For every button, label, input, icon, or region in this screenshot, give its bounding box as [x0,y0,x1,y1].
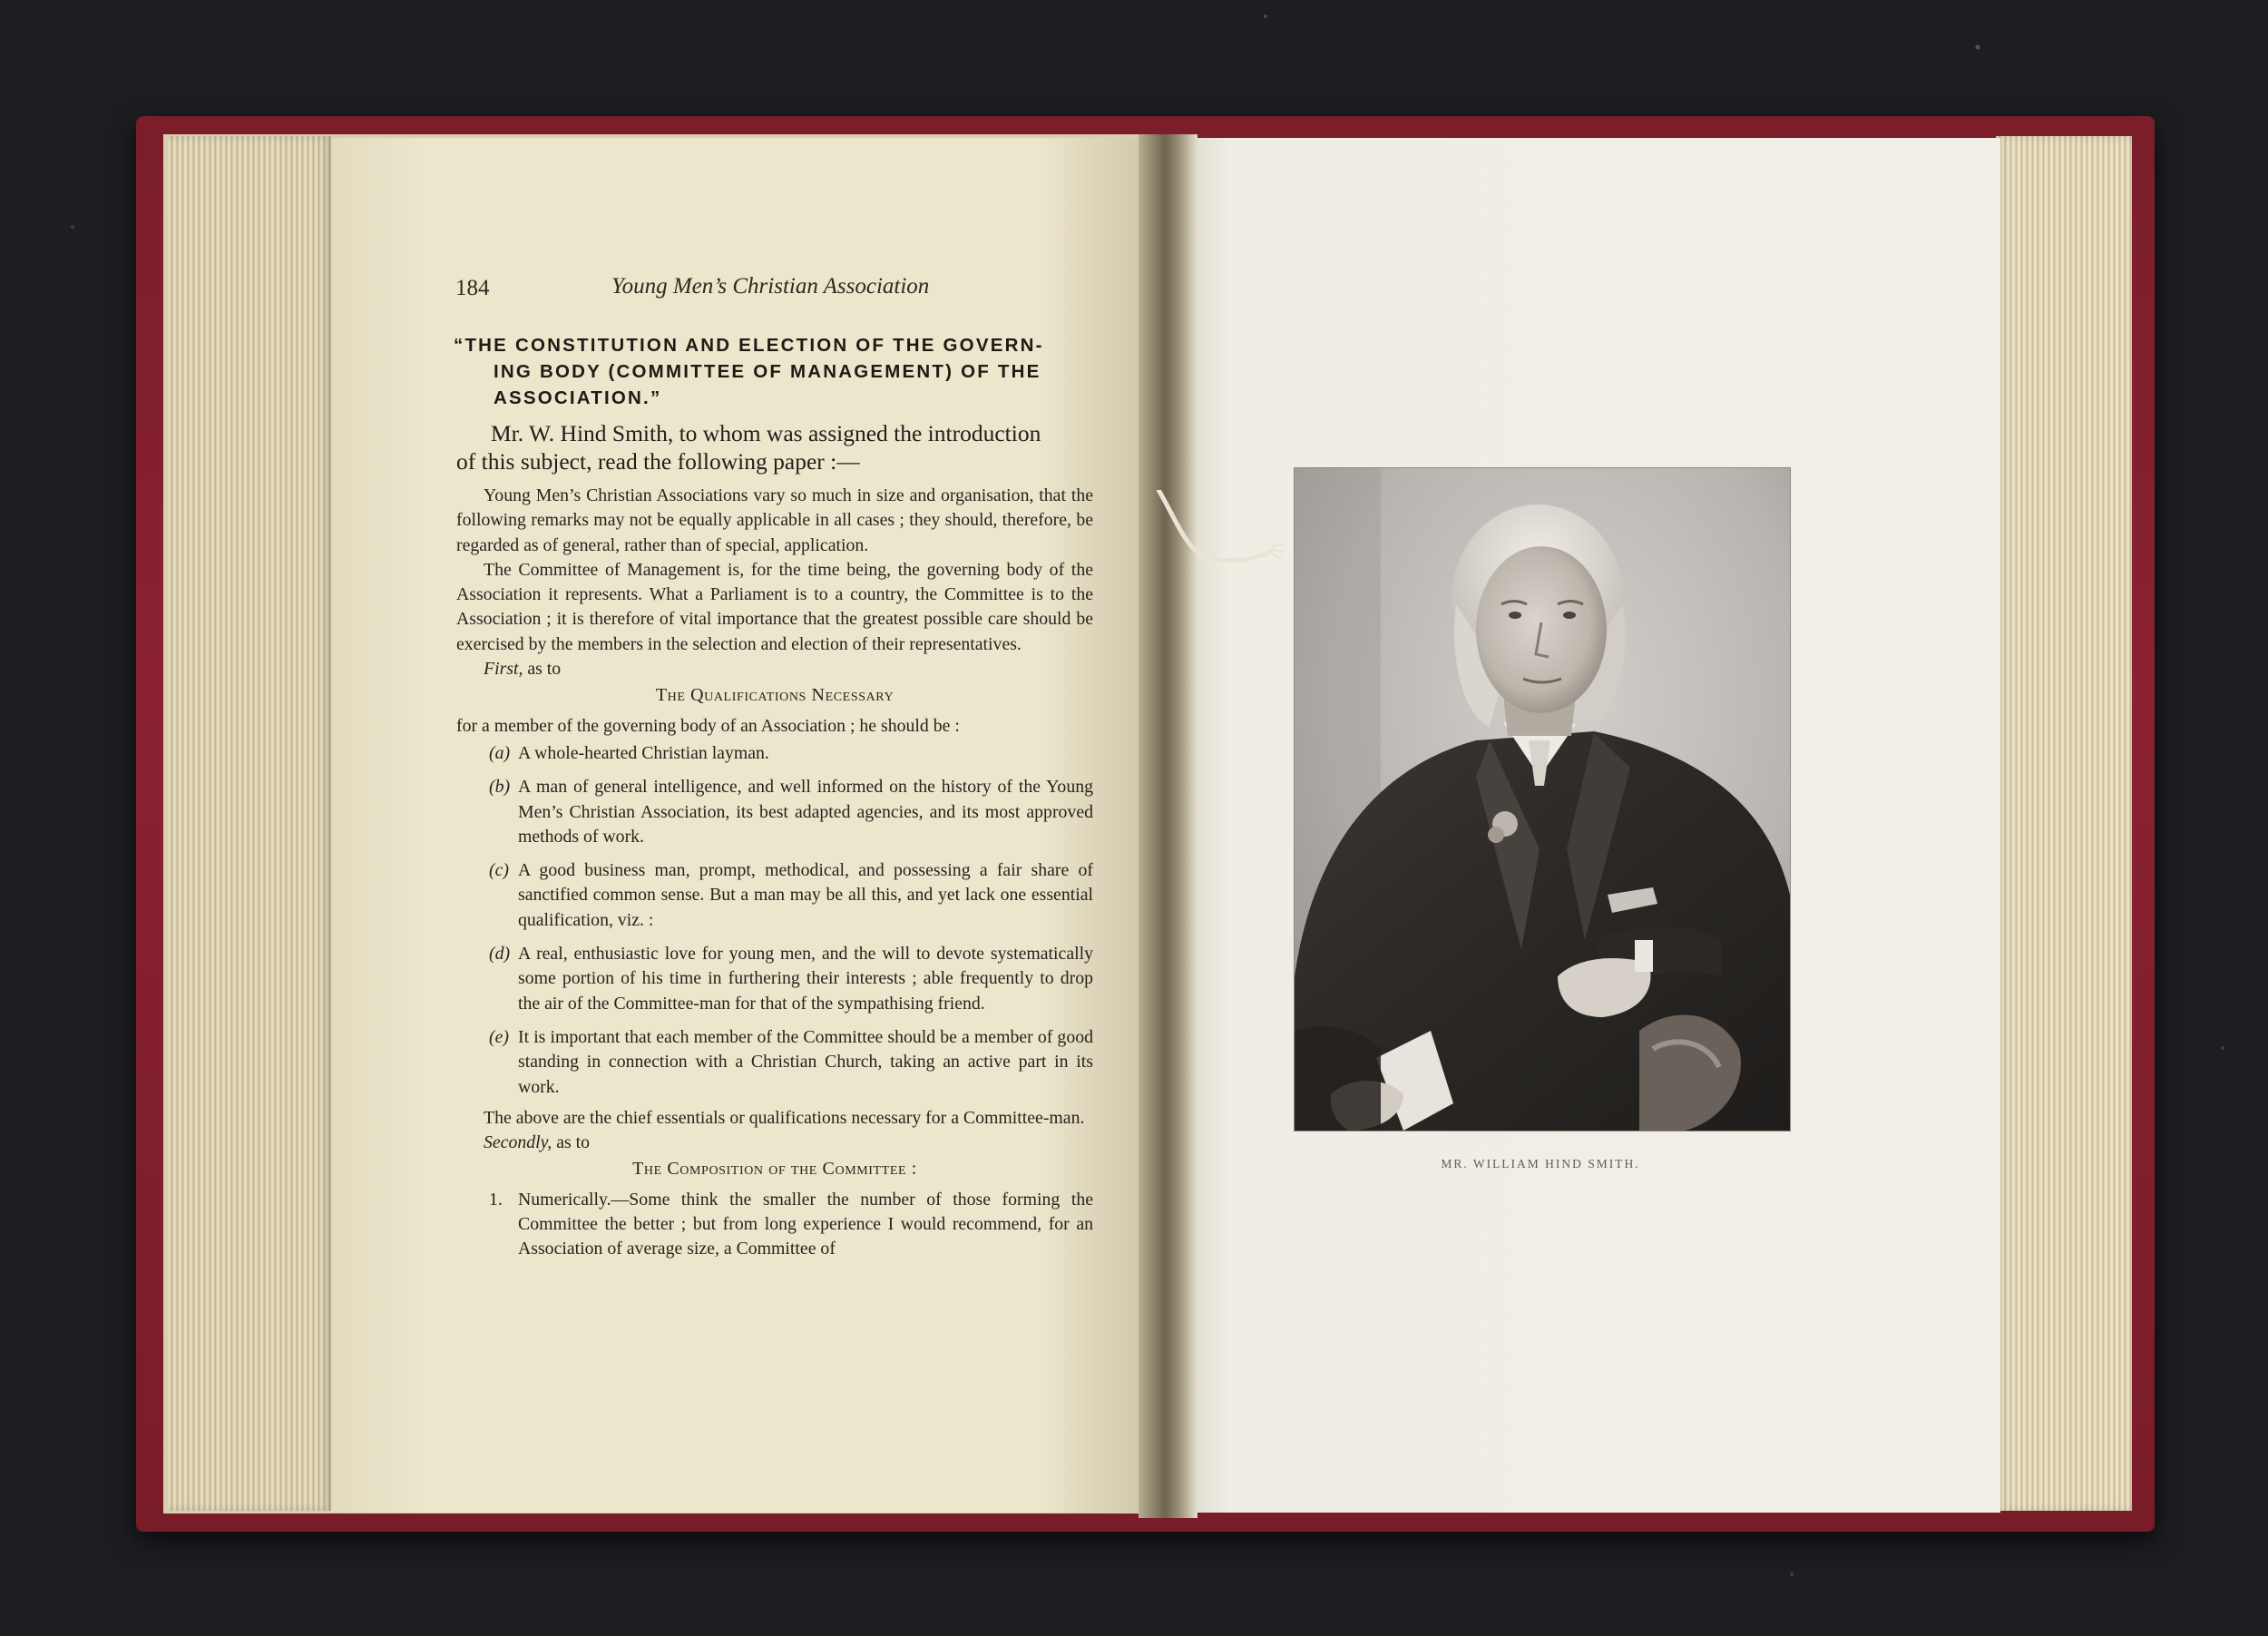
portrait-photo [1295,468,1790,1131]
numbered-item [456,1188,1093,1262]
paragraph: The above are the chief essentials or qualifications necessary for a Committee-man. [484,1107,1085,1128]
list-text: A real, enthusiastic love for young men, and the will to devote systematically some portion of his time in furthering their interests ; able frequently to drop the air of the Committee-man for that of the sympathising friend. [518,944,1093,1014]
left-page-edges [168,136,331,1511]
page-number: 184 [455,276,490,300]
heading-line: “THE CONSTITUTION AND ELECTION OF THE GOVERN- [454,335,1044,356]
body-text [456,484,1093,1262]
qualifications-intro: for a member of the governing body of an Association ; he should be : [456,715,960,736]
list-item [456,858,1093,933]
list-text: It is important that each member of the Committee should be a member of good standing in connection with a Christian Church, taking an active part in its work. [518,1026,1093,1097]
list-item [456,942,1093,1016]
list-item [456,1025,1093,1100]
book-gutter [1139,134,1198,1518]
composition-heading: The Composition of the Committee : [632,1159,917,1180]
list-label: (e) [489,1026,509,1047]
list-label: (a) [489,742,511,763]
right-page-edges [1996,136,2132,1511]
list-item [456,775,1093,849]
list-text: A man of general intelligence, and well informed on the history of the Young Men’s Christian Association, its best adapted agencies, and its most approved methods of work. [518,777,1093,847]
numbered-label: 1. [489,1189,503,1210]
list-text: A good business man, prompt, methodical, and possessing a fair share of sanctified common sense. But a man may be all this, and yet lack one essential qualification, viz. : [518,860,1093,930]
secondly-rest: as to [552,1132,591,1153]
lead-line: of this subject, read the following paper :— [456,448,860,475]
running-head [455,270,936,307]
list-text: A whole-hearted Christian layman. [518,742,769,763]
lead-line: Mr. W. Hind Smith, to whom was assigned the introduction [491,420,1041,446]
section-heading [454,332,1094,411]
heading-line: ASSOCIATION.” [494,387,662,408]
secondly-label: Secondly, [484,1132,552,1153]
secondly-as-to [456,1131,1093,1155]
paragraph: The Committee of Management is, for the time being, the governing body of the Association it represents. What a Parliament is to a country, the Committee is to the Association ; it is therefore of vital importance that the greatest possible care should be exercised by the members in the selection and election of their representatives. [456,559,1093,654]
qualifications-heading: The Qualifications Necessary [655,685,894,706]
paragraph: Young Men’s Christian Associations vary so much in size and organisation, that the following remarks may not be equally applicable in all cases ; they should, therefore, be regarded as of general, rather than of special, application. [456,485,1093,555]
lead-paragraph [456,419,1093,475]
list-label: (d) [489,944,511,965]
portrait-caption: MR. WILLIAM HIND SMITH. [1441,1157,1640,1171]
heading-line: ING BODY (COMMITTEE OF MANAGEMENT) OF THE [494,361,1041,382]
numbered-text: Numerically.—Some think the smaller the number of those forming the Committee the better ; but from long experience I would recommend, for an Association of average size, a Committee of [518,1189,1093,1259]
first-rest: as to [523,659,562,680]
list-label: (c) [489,860,509,881]
first-as-to [456,657,1093,681]
list-label: (b) [489,777,511,798]
list-item [456,741,1093,766]
running-title: Young Men’s Christian Association [611,274,930,299]
portrait-illustration [1295,468,1790,1131]
first-label: First, [484,659,523,680]
